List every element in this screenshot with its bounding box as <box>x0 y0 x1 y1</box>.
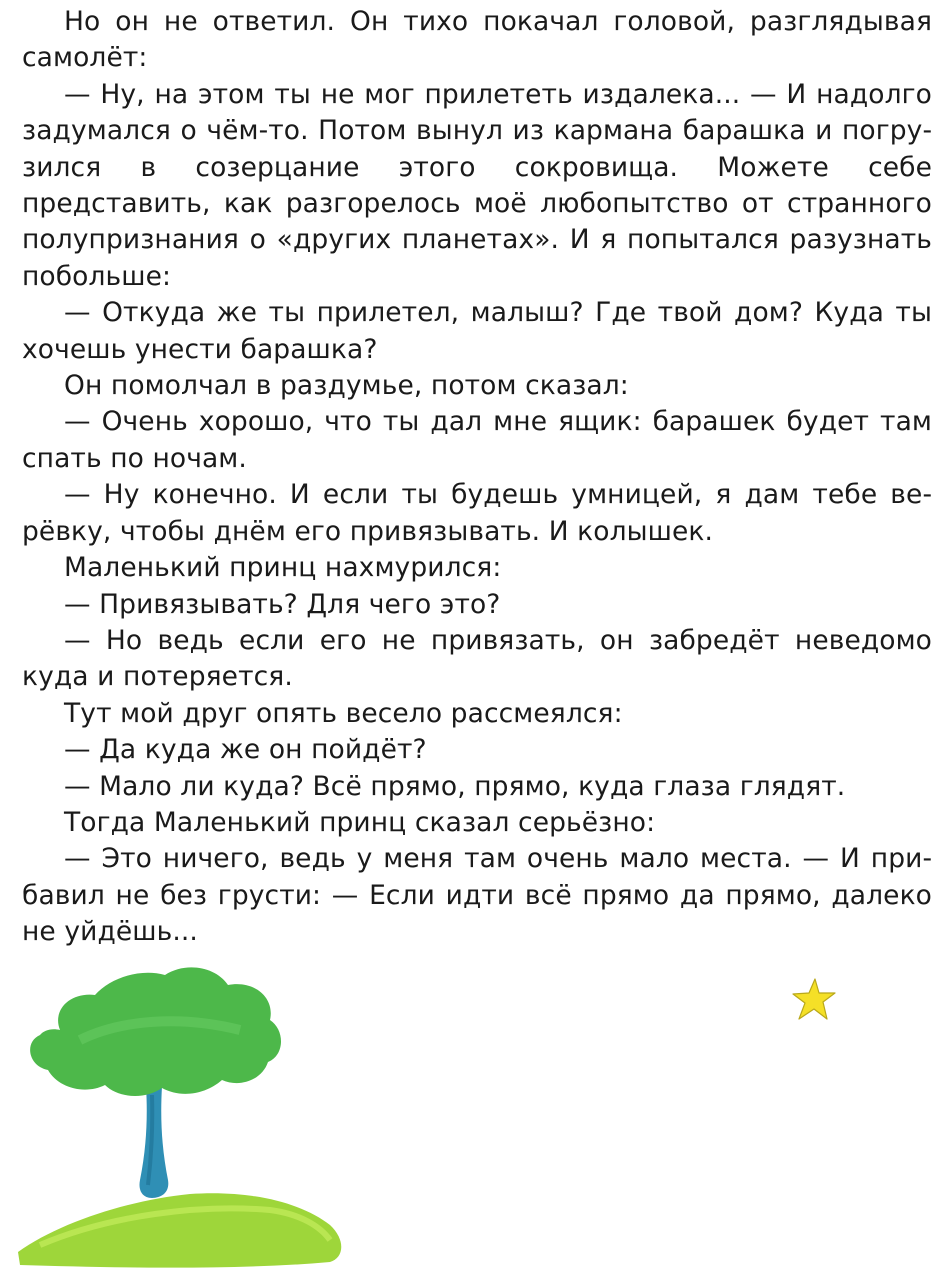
paragraph-13: Тогда Маленький принц сказал серьёзно: <box>64 806 656 838</box>
paragraph-10: Тут мой друг опять весело рассмеялся: <box>64 697 623 729</box>
paragraph-4: Он помолчал в раздумье, потом сказал: <box>64 370 629 402</box>
paragraph-7: Маленький принц нахмурился: <box>64 552 502 584</box>
paragraph-12: — Мало ли куда? Всё прямо, прямо, куда глаза глядят. <box>64 770 846 802</box>
hill-icon <box>18 1193 341 1267</box>
paragraph-2: — Ну, на этом ты не мог прилететь издалека... — И надолго задумался о чём-то. Потом вынул из кармана барашка и погрузился в созерцание этого сокровища. Можете себе представить, как разгорелось моё любопытство от странного полупризнания о «других планетах». И я попытался разузнать побольше: <box>22 78 932 292</box>
paragraph-1: Но он не ответил. Он тихо покачал головой, разглядывая самолёт: <box>22 6 932 74</box>
paragraph-8: — Привязывать? Для чего это? <box>64 588 501 620</box>
paragraph-9: — Но ведь если его не привязать, он забредёт неведомо куда и потеряется. <box>22 624 932 693</box>
paragraph-11: — Да куда же он пойдёт? <box>64 734 427 766</box>
paragraph-5: — Очень хорошо, что ты дал мне ящик: барашек будет там спать по ночам. <box>22 406 932 474</box>
paragraph-6: — Ну конечно. И если ты будешь умницей, я дам тебе верёвку, чтобы днём его привязывать. И колышек. <box>22 479 932 547</box>
paragraph-14: — Это ничего, ведь у меня там очень мало места. — И прибавил не без грусти: — Если идти всё прямо да прямо, далеко не уйдёшь... <box>22 843 932 948</box>
paragraph-3: — Откуда же ты прилетел, малыш? Где твой дом? Куда ты хочешь унести барашка? <box>22 297 932 365</box>
tree-icon <box>30 967 281 1198</box>
star-icon <box>787 975 839 1025</box>
story-text <box>22 4 932 951</box>
